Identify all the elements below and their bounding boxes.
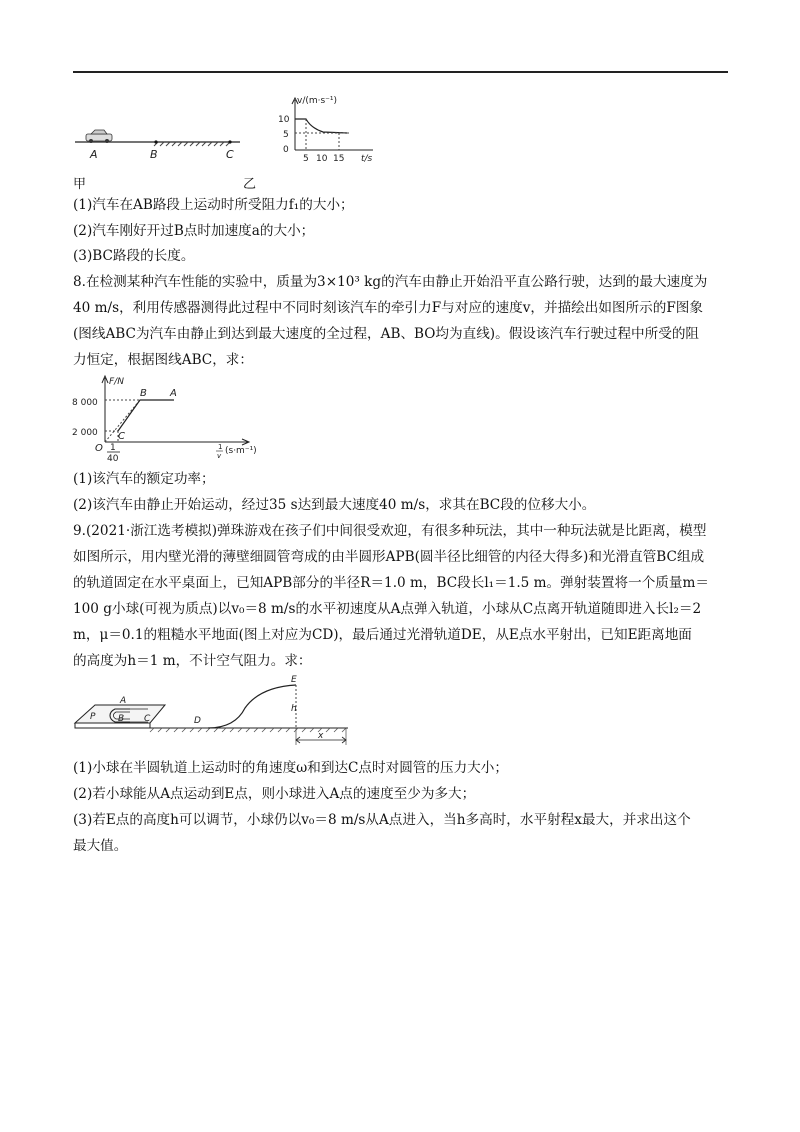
q9-line2: 如图所示，用内壁光滑的薄壁细圆管弯成的由半圆形APB(圆半径比细管的内径大得多)和光滑直管BC组成 (73, 549, 705, 565)
car-icon (86, 130, 112, 143)
caption-yi: 乙 (243, 177, 257, 192)
q7-part1: (1)汽车在AB路段上运动时所受阻力f₁的大小； (73, 197, 354, 213)
caption-jia: 甲 (73, 177, 87, 192)
vt-ytick-10: 10 (278, 115, 290, 125)
f-origin: O (95, 443, 103, 454)
track-c: C (144, 714, 151, 724)
q8-part2: (2)该汽车由静止开始运动，经过35 s达到最大速度40 m/s，求其在BC段的位移大小。 (73, 497, 596, 513)
vt-ytick-5: 5 (283, 130, 289, 140)
header-rule (73, 71, 728, 73)
figure-f-graph (70, 372, 260, 464)
track-x: x (318, 731, 324, 741)
vt-curve (295, 119, 347, 133)
f-xaxis-den: v (217, 452, 222, 460)
vt-xlabel: t/s (361, 154, 373, 164)
f-ylabel: F/N (109, 377, 124, 387)
ground-hatch (150, 728, 346, 732)
track-d: D (194, 716, 201, 726)
track-a: A (120, 696, 127, 706)
f-ytick-8000: 8 000 (72, 398, 98, 408)
q9-part3: (3)若E点的高度h可以调节，小球仍以v₀＝8 m/s从A点进入，当h多高时，水平射程x最大，并求出这个 (73, 812, 691, 828)
f-point-b: B (140, 388, 147, 399)
vt-xtick-5: 5 (303, 154, 309, 164)
track-h: h (291, 704, 297, 714)
f-xaxis-num: 1 (218, 443, 223, 451)
q8-line1: 8.在检测某种汽车性能的实验中，质量为3×10³ kg的汽车由静止开始沿平直公路行驶，达到的最大速度为 (73, 274, 708, 290)
f-xtick-den: 40 (107, 454, 119, 464)
q8-line4: 力恒定，根据图线ABC，求： (73, 352, 253, 368)
figure-track (70, 673, 360, 753)
point-b-label: B (150, 148, 158, 161)
f-xlabel: (s·m⁻¹) (225, 446, 257, 456)
f-point-c: C (118, 431, 125, 442)
q9-line6: 的高度为h＝1 m，不计空气阻力。求： (73, 653, 312, 669)
q9-line1: 9.(2021·浙江选考模拟)弹珠游戏在孩子们中间很受欢迎，有很多种玩法，其中一种玩法就是比距离，模型 (73, 523, 707, 539)
track-curve (208, 685, 296, 728)
vt-ylabel: v/(m·s⁻¹) (297, 96, 338, 106)
track-b: B (118, 714, 125, 724)
point-a-label: A (90, 148, 98, 161)
track-e: E (291, 675, 297, 685)
figure-vt-graph (275, 92, 385, 167)
q9-line3: 的轨道固定在水平桌面上，已知APB部分的半径R＝1.0 m，BC段长l₁＝1.5 m。弹射装置将一个质量m＝ (73, 575, 709, 591)
q9-line5: m，μ＝0.1的粗糙水平地面(图上对应为CD)，最后通过光滑轨道DE，从E点水平射出，已知E距离地面 (73, 627, 692, 643)
vt-xtick-15: 15 (333, 154, 345, 164)
vt-xtick-10: 10 (316, 154, 328, 164)
point-c-label: C (226, 148, 234, 161)
f-xtick-num: 1 (110, 443, 116, 453)
vt-ytick-0: 0 (283, 145, 289, 155)
hatch-marks (154, 142, 230, 146)
f-point-a: A (170, 388, 177, 399)
q9-part4: 最大值。 (73, 838, 128, 854)
q9-part1: (1)小球在半圆轨道上运动时的角速度ω和到达C点时对圆管的压力大小； (73, 760, 508, 776)
q7-part2: (2)汽车刚好开过B点时加速度a的大小； (73, 223, 315, 239)
q9-line4: 100 g小球(可视为质点)以v₀＝8 m/s的水平初速度从A点弹入轨道，小球从C点离开轨道随即进入长l₂＝2 (73, 601, 702, 617)
f-ytick-2000: 2 000 (72, 428, 98, 438)
f-graph-line (118, 400, 174, 431)
q9-part2: (2)若小球能从A点运动到E点，则小球进入A点的速度至少为多大； (73, 786, 476, 802)
q8-line2: 40 m/s，利用传感器测得此过程中不同时刻该汽车的牵引力F与对应的速度v，并描绘出如图所示的F图象 (73, 300, 703, 316)
figure-road (70, 120, 250, 162)
q8-line3: (图线ABC为汽车由静止到达到最大速度的全过程，AB、BO均为直线)。假设该汽车行驶过程中所受的阻 (73, 326, 700, 342)
q7-part3: (3)BC路段的长度。 (73, 248, 195, 264)
q8-part1: (1)该汽车的额定功率； (73, 471, 215, 487)
track-p: P (90, 712, 96, 722)
